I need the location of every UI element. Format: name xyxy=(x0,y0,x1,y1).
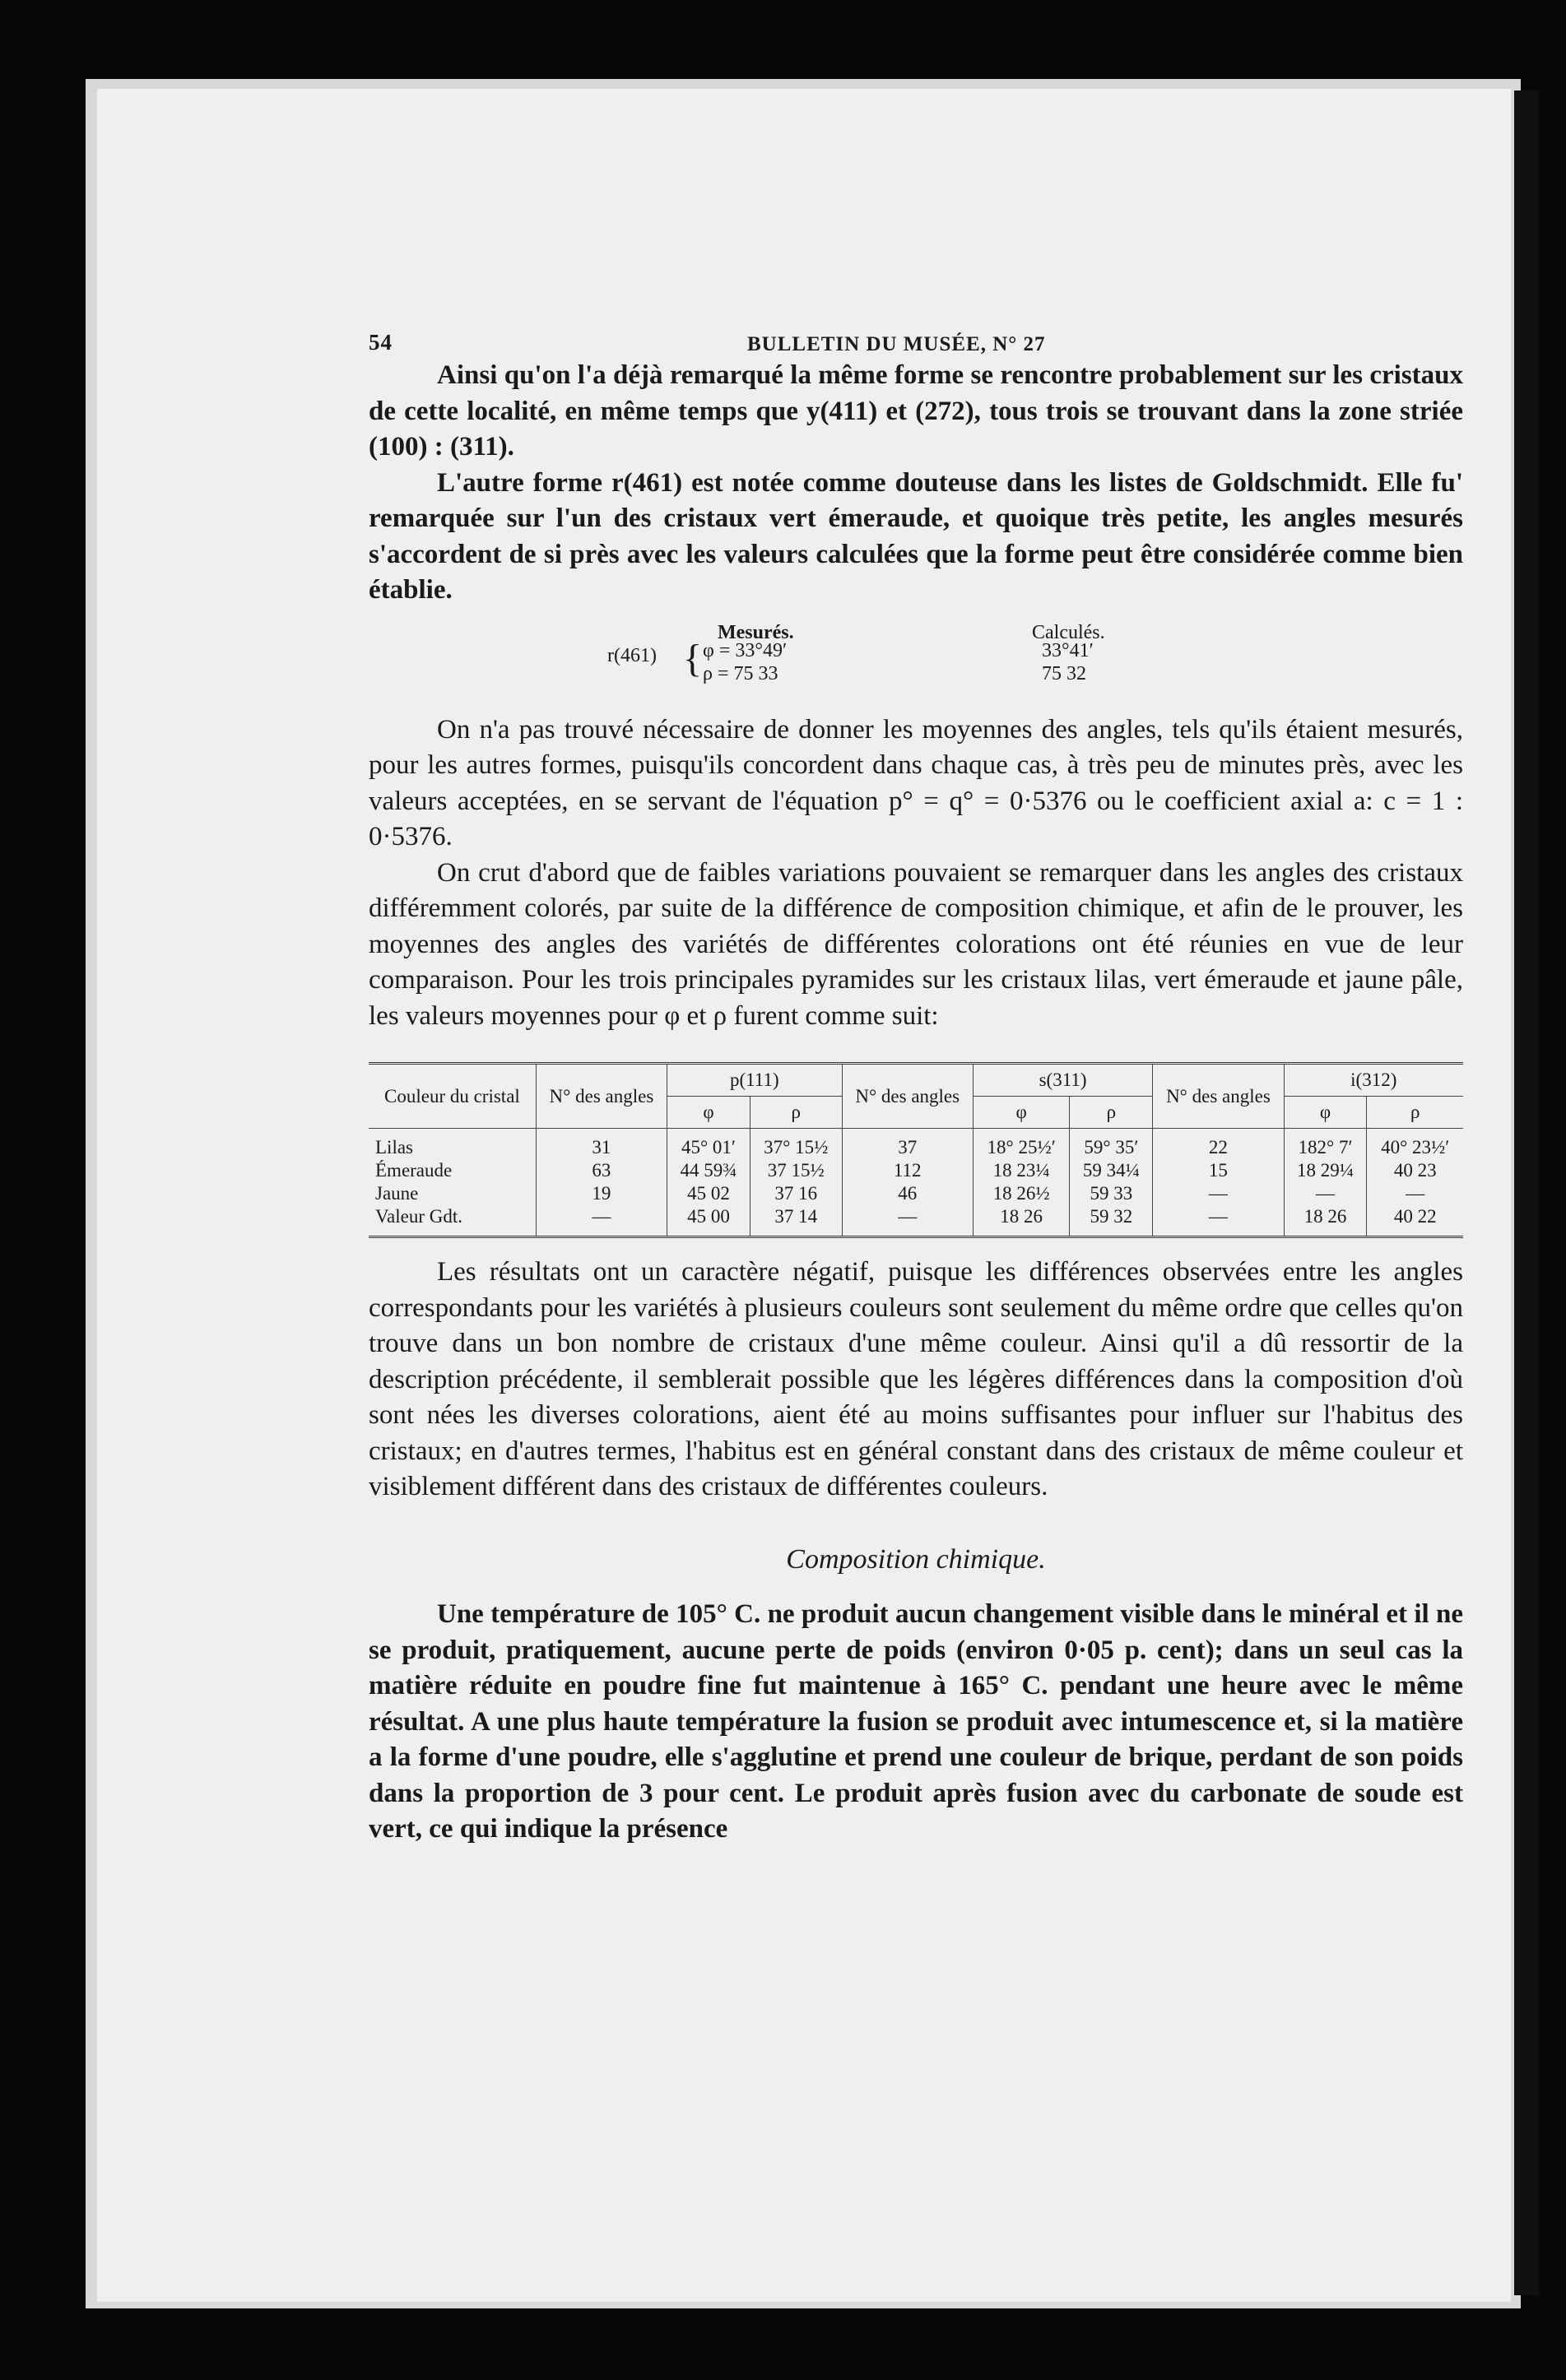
calculated-phi: 33°41′ xyxy=(1042,639,1094,661)
group-p111: p(111) xyxy=(667,1064,843,1097)
table-cell: 46 xyxy=(842,1182,973,1205)
table-cell: 37 14 xyxy=(750,1205,842,1237)
paragraph-5: Les résultats ont un caractère négatif, puisque les différences observées entre les angles correspondants pour les variétés à plusieurs couleurs sont seulement du même ordre que celles qu'on trouve dans un bon nombre de cristaux d'une même couleur. Ainsi qu'il a dû ressortir de la description précédente, il semblerait possible que les légères différences dans la composition d'où sont nées les diverses colorations, aient été au moins suffisantes pour influer sur l'habitus des cristaux; en d'autres termes, l'habitus est en général constant dans des cristaux de même couleur et visiblement différent dans des cristaux de différentes couleurs. xyxy=(369,1257,1463,1501)
table-cell: 37 xyxy=(842,1129,973,1160)
table-cell: 15 xyxy=(1153,1159,1284,1182)
table-cell: — xyxy=(1153,1205,1284,1237)
table-cell: 22 xyxy=(1153,1129,1284,1160)
running-title: BULLETIN DU MUSÉE, N° 27 xyxy=(747,333,1046,355)
brace-glyph: { xyxy=(683,636,703,680)
table-cell: 45° 01′ xyxy=(667,1129,750,1160)
table-cell: — xyxy=(1284,1182,1367,1205)
measurement-block xyxy=(369,622,1463,704)
table-cell: 59 33 xyxy=(1070,1182,1153,1205)
scan-edge xyxy=(1514,90,1539,2295)
table-cell: — xyxy=(1153,1182,1284,1205)
col-phi-2: φ xyxy=(973,1097,1070,1129)
table-cell: Jaune xyxy=(375,1183,419,1204)
calculated-rho: 75 32 xyxy=(1042,662,1086,684)
table-cell: 44 59¾ xyxy=(667,1159,750,1182)
table-cell: 59 34¼ xyxy=(1070,1159,1153,1182)
col-n-angles-2: N° des angles xyxy=(842,1064,973,1129)
table-cell: 31 xyxy=(536,1129,667,1160)
paragraph-4: On crut d'abord que de faibles variations pouvaient se remarquer dans les angles des cristaux différemment colorés, par suite de la différence de composition chimique, et afin de le prouver, les moyennes des angles des variétés de différentes colorations ont été réunies en vue de leur comparaison. Pour les trois principales pyramides sur les cristaux lilas, vert émeraude et jaune pâle, les valeurs moyennes pour φ et ρ furent comme suit: xyxy=(369,857,1463,1031)
measured-rho: ρ = 75 33 xyxy=(703,662,778,684)
col-phi-1: φ xyxy=(667,1097,750,1129)
table-row xyxy=(369,1205,1463,1237)
running-header xyxy=(369,325,1463,358)
paragraph-6: Une température de 105° C. ne produit aucun changement visible dans le minéral et il ne se produit, pratiquement, aucune perte de poids (environ 0·05 p. cent); dans un seul cas la matière réduite en poudre fine fut maintenue à 165° C. pendant une heure avec le même résultat. A une plus haute température la fusion se produit avec intumescence et, si la matière a la forme d'une poudre, elle s'agglutine et prend une couleur de brique, perdant de son poids dans la proportion de 3 pour cent. Le produit après fusion avec du carbonate de soude est vert, ce qui indique la présence xyxy=(369,1599,1463,1844)
angle-table xyxy=(369,1062,1463,1238)
col-rho-1: ρ xyxy=(750,1097,842,1129)
table-cell: Émeraude xyxy=(375,1160,453,1181)
table-cell: Valeur Gdt. xyxy=(375,1206,463,1227)
col-colour-header: Couleur du cristal xyxy=(384,1085,520,1106)
paragraph-3: On n'a pas trouvé nécessaire de donner les moyennes des angles, tels qu'ils étaient mesurés, pour les autres formes, puisqu'ils concordent dans chaque cas, à très peu de minutes près, avec les valeurs acceptées, en se servant de l'équation p° = q° = 0·5376 ou le coefficient axial a: c = 1 : 0·5376. xyxy=(369,714,1463,851)
table-cell: 19 xyxy=(536,1182,667,1205)
table-cell: 18 29¼ xyxy=(1284,1159,1367,1182)
paragraph-2: L'autre forme r(461) est notée comme douteuse dans les listes de Goldschmidt. Elle fu' remarquée sur l'un des cristaux vert émeraude, et quoique très petite, les angles mesurés s'accordent de si près avec les valeurs calculées que la forme peut être considérée comme bien établie. xyxy=(369,467,1463,605)
table-cell: 18 26 xyxy=(1284,1205,1367,1237)
table-cell: Lilas xyxy=(375,1137,413,1158)
group-i312: i(312) xyxy=(1284,1064,1463,1097)
col-rho-2: ρ xyxy=(1070,1097,1153,1129)
table-cell: 37° 15½ xyxy=(750,1129,842,1160)
table-cell: 18 26½ xyxy=(973,1182,1070,1205)
table-cell: 59 32 xyxy=(1070,1205,1153,1237)
table-cell: 40 23 xyxy=(1367,1159,1463,1182)
table-row xyxy=(369,1182,1463,1205)
document-page xyxy=(369,325,1463,1848)
col-phi-3: φ xyxy=(1284,1097,1367,1129)
paragraph-1: Ainsi qu'on l'a déjà remarqué la même forme se rencontre probablement sur les cristaux de cette localité, en même temps que y(411) et (272), tous trois se trouvant dans la zone striée (100) : (311). xyxy=(369,360,1463,462)
table-row xyxy=(369,1129,1463,1160)
group-s311: s(311) xyxy=(973,1064,1152,1097)
col-n-angles-3: N° des angles xyxy=(1153,1064,1284,1129)
table-cell: 18° 25½′ xyxy=(973,1129,1070,1160)
measured-header: Mesurés. xyxy=(718,621,794,643)
calculated-header: Calculés. xyxy=(1032,621,1105,643)
table-cell: 63 xyxy=(536,1159,667,1182)
table-cell: 45 02 xyxy=(667,1182,750,1205)
table-cell: 40° 23½′ xyxy=(1367,1129,1463,1160)
table-cell: 112 xyxy=(842,1159,973,1182)
table-cell: 40 22 xyxy=(1367,1205,1463,1237)
table-cell: — xyxy=(1367,1182,1463,1205)
form-label: r(461) xyxy=(607,644,657,666)
table-cell: 59° 35′ xyxy=(1070,1129,1153,1160)
measured-phi: φ = 33°49′ xyxy=(703,639,788,661)
table-cell: 18 26 xyxy=(973,1205,1070,1237)
table-cell: 37 16 xyxy=(750,1182,842,1205)
col-rho-3: ρ xyxy=(1367,1097,1463,1129)
table-cell: 45 00 xyxy=(667,1205,750,1237)
table-cell: — xyxy=(536,1205,667,1237)
page-number: 54 xyxy=(369,330,393,355)
table-cell: 18 23¼ xyxy=(973,1159,1070,1182)
table-row xyxy=(369,1159,1463,1182)
table-cell: 182° 7′ xyxy=(1284,1129,1367,1160)
col-n-angles-1: N° des angles xyxy=(536,1064,667,1129)
table-cell: — xyxy=(842,1205,973,1237)
angle-table-wrapper xyxy=(369,1062,1463,1238)
table-cell: 37 15½ xyxy=(750,1159,842,1182)
section-heading: Composition chimique. xyxy=(786,1543,1046,1575)
